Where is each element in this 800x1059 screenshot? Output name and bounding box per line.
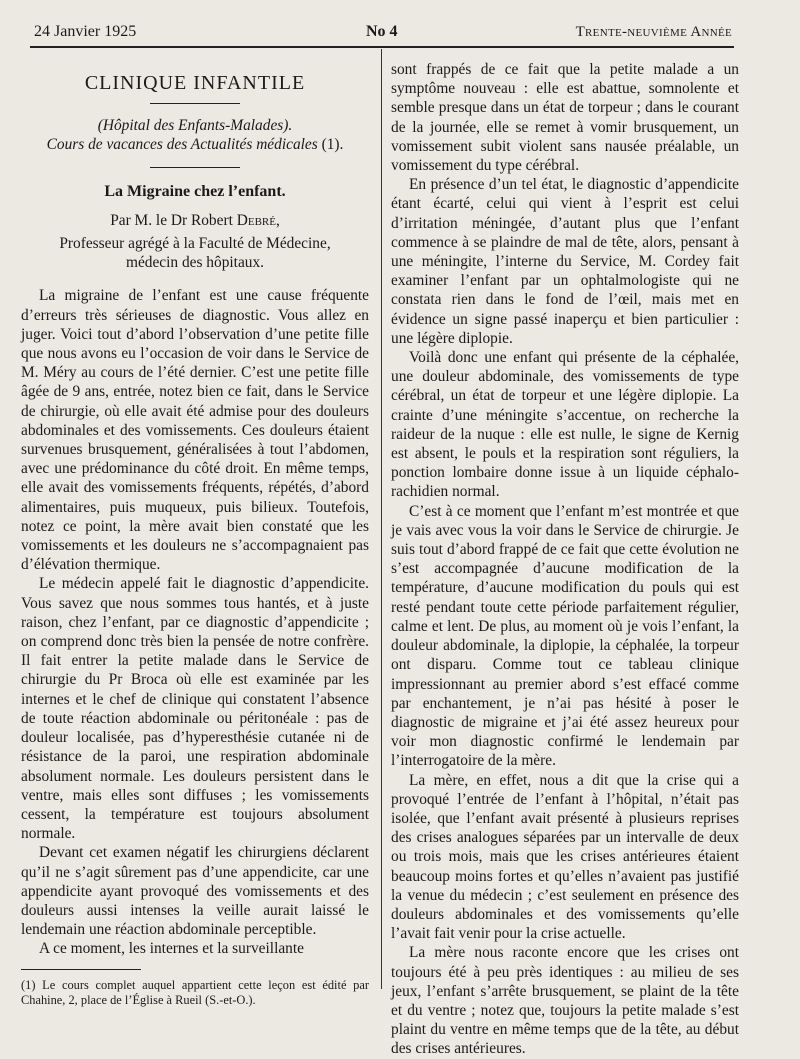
- header-rule: [30, 46, 734, 48]
- section-subtitle: [21, 116, 369, 154]
- issue-number: No 4: [366, 23, 398, 40]
- subtitle-line-1: (Hôpital des Enfants-Malades).: [97, 117, 293, 135]
- paragraph: A ce moment, les internes et la surveillante: [39, 940, 304, 958]
- paragraph: sont frappés de ce fait que la petite malade a un symptôme nouveau : elle est abattue, somnolente et semble presque dans un état de torpeur ; dans le courant de la journée, elle se remet à vomir brusquement, un vomissement subit violent sans nausée préalable, un vomissement du type cérébral.: [391, 61, 739, 175]
- author-name: Debré,: [236, 211, 280, 229]
- paragraph: La migraine de l’enfant est une cause fréquente d’erreurs très sérieuses de diagnostic. Vous allez en juger. Voici tout d’abord l’observation d’une petite fille que nous avons eu l’occasion de voir dans le Service de M. Méry au cours de l’été dernier. C’est une petite fille âgée de 9 ans, entrée, notez bien ce fait, dans le Service de chirurgie, où elle avait été admise pour des douleurs abdominales et des vomissements. Ces douleurs étaient survenues brusquement, généralisées à tout l’abdomen, avec une prédominance du côté droit. En même temps, elle avait des vomissements fréquents, répétés, d’abord alimentaires, puis muqueux, puis bilieux. Toutefois, notez ce point, la mère avait bien constaté que les vomissements et les douleurs ne s’accompagnaient pas d’élévation thermique.: [21, 287, 369, 574]
- affiliation-line-2: médecin des hôpitaux.: [125, 254, 265, 272]
- paragraph: Le médecin appelé fait le diagnostic d’appendicite. Vous savez que nous sommes tous hantés, et à juste raison, chez l’enfant, par ce diagnostic d’appendicite ; on comprend donc très bien la pensée de notre confrère. Il fait entrer la petite malade dans le Service de chirurgie du Pr Broca où elle est examinée par les internes et le chef de clinique qui constatent l’absence de toute réaction abdominale ou péritonéale : pas de douleur localisée, pas d’hyperesthésie cutanée ni de résistance de la paroi, une respiration abdominale absolument normale. Les douleurs persistent dans le ventre, mais elles sont diffuses ; les vomissements cessent, la température est toujours absolument normale.: [21, 575, 369, 843]
- subtitle-line-2: [21, 135, 369, 154]
- paragraph: La mère, en effet, nous a dit que la crise qui a provoqué l’entrée de l’enfant à l’hôpital, n’était pas isolée, que l’enfant avait présenté à plusieurs reprises des crises analogues séparées par un intervalle de deux ou trois mois, mais que les crises antérieures étaient beaucoup moins fortes et qu’elles n’avaient pas justifié la venue du médecin ; c’est seulement en présence des douleurs abdominales et des vomissements qu’elle l’avait fait venir pour la crise actuelle.: [391, 771, 739, 943]
- paragraph: En présence d’un tel état, le diagnostic d’appendicite étant écarté, celui qui vient à l’esprit est celui d’irritation méningée, d’autant plus que l’enfant commence à se plaindre de mal de tête, alors, pensant à une méningite, l’interne du Service, M. Cordey fait examiner l’enfant par un ophtalmologiste qui ne constata rien dans le fond de l’œil, mais met en évidence un signe passé inaperçu et bien particulier : une légère diplopie.: [391, 176, 739, 347]
- column-divider: [381, 49, 382, 989]
- affiliation-line-1: Professeur agrégé à la Faculté de Médecine,: [59, 235, 331, 253]
- paragraph: La mère nous raconte encore que les crises ont toujours été à peu près identiques : au milieu de ses jeux, l’enfant s’arrête brusquement, se plaint de la tête et du ventre ; notez que, toujours la petite malade s’est plaint du ventre en même temps que de la tête, au début des crises antérieures.: [391, 944, 739, 1058]
- paragraph: Devant cet examen négatif les chirurgiens déclarent qu’il ne s’agit sûrement pas d’une appendicite, car une appendicite ayant provoqué des vomissements et des douleurs aussi intenses la veille aurait laissé le lendemain une réaction abdominale perceptible.: [21, 844, 369, 939]
- subtitle-rule: [150, 167, 240, 168]
- article-title: La Migraine chez l’enfant.: [104, 182, 286, 200]
- byline-prefix: Par M. le Dr Robert: [110, 211, 233, 229]
- title-rule: [150, 103, 240, 104]
- subtitle-course: Cours de vacances des Actualités médicales: [46, 136, 318, 154]
- paragraph: C’est à ce moment que l’enfant m’est montrée et que je vais avec vous la voir dans le Service de chirurgie. Je suis tout d’abord frappé de ce fait que cette évolution ne s’est accompagnée d’aucune modification de la température, d’aucune modification du pouls qui est resté pendant toute cette période parfaitement régulier, calme et lent. De plus, au moment où je vois l’enfant, la douleur abdominale, la diplopie, la céphalée, la torpeur ont disparu. Comme tout ce tableau clinique impressionnant au premier abord s’est effacé comme par enchantement, je n’ai pas hésité à poser le diagnostic de migraine et j’ai été assez heureux pour voir mon diagnostic confirmé le lendemain par l’interrogatoire de la mère.: [391, 502, 739, 770]
- author-affiliation: [21, 234, 369, 272]
- section-title: CLINIQUE INFANTILE: [84, 72, 306, 94]
- byline: [21, 211, 369, 230]
- issue-date: 24 Janvier 1925: [34, 23, 137, 40]
- paragraph: Voilà donc une enfant qui présente de la céphalée, une douleur abdominale, des vomissements de type cérébral, un état de torpeur et une légère diplopie. La crainte d’une méningite s’accentue, on recherche la raideur de la nuque : elle est nulle, le signe de Kernig est absent, le pouls et la respiration sont réguliers, la ponction lombaire donne issue à un liquide céphalo-rachidien normal.: [391, 349, 739, 501]
- footnote-ref: (1).: [321, 136, 344, 154]
- left-column: [21, 60, 369, 1008]
- right-column: [391, 60, 739, 1059]
- page-header: [34, 22, 732, 42]
- footnote-rule: [21, 969, 141, 970]
- volume-year: Trente-neuvième Année: [575, 24, 732, 40]
- footnote: (1) Le cours complet auquel appartient cette leçon est édité par Chahine, 2, place de l’Église à Rueil (S.-et-O.).: [21, 977, 369, 1007]
